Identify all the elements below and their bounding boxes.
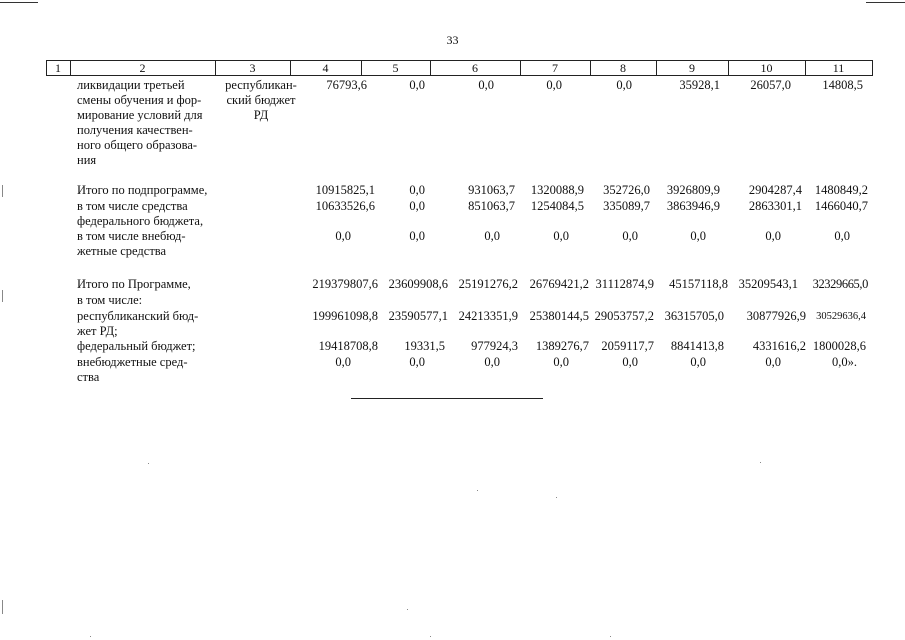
program-including-label: в том числе: xyxy=(77,293,143,307)
cell-value: 851063,7 xyxy=(468,199,515,213)
cell-value: 0,0 xyxy=(765,355,781,369)
cell-value: 19331,5 xyxy=(404,339,445,353)
cell-value: 26769421,2 xyxy=(529,277,589,291)
cell-value: 0,0 xyxy=(622,229,638,243)
header-col-11: 11 xyxy=(832,61,845,75)
cell-value: 0,0 xyxy=(409,355,425,369)
cell-value: 0,0 xyxy=(335,355,351,369)
row-liquidation-name: ликвидации третьей смены обучения и фор- мирование условий для получения качествен- ного общего образова- ния xyxy=(77,78,203,167)
cell-value: 30877926,9 xyxy=(746,309,806,323)
header-col-6: 6 xyxy=(472,61,478,75)
cell-value: 35928,1 xyxy=(679,78,720,92)
cell-value: 30529636,4 xyxy=(816,311,866,322)
cell-value: 1480849,2 xyxy=(814,183,868,197)
cell-value: 0,0 xyxy=(690,355,706,369)
cell-value: 0,0 xyxy=(546,78,562,92)
program-republican-label: республиканский бюд- жет РД; xyxy=(77,309,199,338)
cell-value: 0,0 xyxy=(335,229,351,243)
scan-speck xyxy=(148,463,149,464)
header-col-8: 8 xyxy=(620,61,626,75)
cell-value: 8841413,8 xyxy=(670,339,724,353)
cell-value: 25380144,5 xyxy=(529,309,589,323)
cell-value: 2059117,7 xyxy=(601,339,654,353)
scan-speck xyxy=(477,490,478,491)
program-total-label: Итого по Программе, xyxy=(77,277,191,291)
cell-value: 1320088,9 xyxy=(530,183,584,197)
cell-value: 10633526,6 xyxy=(315,199,375,213)
cell-value: 0,0 xyxy=(409,183,425,197)
cell-value: 14808,5 xyxy=(822,78,863,92)
header-col-3: 3 xyxy=(249,61,256,75)
scan-edge-line-right xyxy=(866,2,905,3)
cell-value: 25191276,2 xyxy=(458,277,518,291)
cell-value: 977924,3 xyxy=(471,339,518,353)
cell-value: 3863946,9 xyxy=(666,199,720,213)
cell-value: 2904287,4 xyxy=(748,183,802,197)
cell-value: 1800028,6 xyxy=(812,339,866,353)
cell-value: 0,0 xyxy=(553,229,569,243)
cell-value: 219379807,6 xyxy=(312,277,378,291)
cell-value: 931063,7 xyxy=(468,183,515,197)
subprogram-federal-label: в том числе средства федерального бюджета, xyxy=(77,199,204,228)
cell-value: 23590577,1 xyxy=(388,309,448,323)
cell-value: 0,0 xyxy=(834,229,850,243)
program-offbudget-label: внебюджетные сред- ства xyxy=(77,355,188,384)
subprogram-offbudget-label: в том числе внебюд- жетные средства xyxy=(77,229,186,258)
scan-speck xyxy=(2,600,3,614)
cell-value: 24213351,9 xyxy=(458,309,518,323)
header-col-7: 7 xyxy=(552,61,558,75)
cell-value: 352726,0 xyxy=(603,183,650,197)
cell-value: 0,0 xyxy=(409,199,425,213)
header-col-5: 5 xyxy=(392,61,399,75)
cell-value: 0,0 xyxy=(765,229,781,243)
cell-value: 2863301,1 xyxy=(748,199,802,213)
cell-value: 36315705,0 xyxy=(664,309,724,323)
scan-speck xyxy=(407,609,408,610)
header-col-2: 2 xyxy=(139,61,146,75)
cell-value: 199961098,8 xyxy=(312,309,378,323)
cell-value: 26057,0 xyxy=(750,78,791,92)
cell-value: 0,0 xyxy=(478,78,494,92)
subprogram-total-label: Итого по подпрограмме, xyxy=(77,183,208,197)
end-separator-line xyxy=(351,398,543,399)
scan-speck xyxy=(610,636,611,637)
scan-speck xyxy=(2,185,3,197)
scan-speck xyxy=(430,636,431,637)
cell-value: 0,0 xyxy=(616,78,632,92)
cell-value: 335089,7 xyxy=(603,199,650,213)
scan-speck xyxy=(556,497,557,498)
cell-value: 0,0». xyxy=(832,355,857,369)
cell-value: 0,0 xyxy=(484,229,500,243)
cell-value: 10915825,1 xyxy=(315,183,375,197)
cell-value: 1466040,7 xyxy=(814,199,868,213)
scan-edge-line-left xyxy=(0,2,38,3)
cell-value: 32329665,0 xyxy=(812,277,868,291)
scan-speck xyxy=(760,462,761,463)
cell-value: 0,0 xyxy=(484,355,500,369)
scan-speck xyxy=(2,290,3,302)
cell-value: 23609908,6 xyxy=(388,277,448,291)
cell-value: 0,0 xyxy=(553,355,569,369)
cell-value: 0,0 xyxy=(622,355,638,369)
header-col-1: 1 xyxy=(55,61,61,75)
cell-value: 76793,6 xyxy=(326,78,367,92)
cell-value: 45157118,8 xyxy=(669,277,728,291)
header-col-9: 9 xyxy=(689,61,695,75)
header-bottom-border xyxy=(46,75,873,76)
cell-value: 0,0 xyxy=(690,229,706,243)
cell-value: 0,0 xyxy=(409,78,425,92)
cell-value: 19418708,8 xyxy=(318,339,378,353)
cell-value: 29053757,2 xyxy=(594,309,654,323)
program-federal-label: федеральный бюджет; xyxy=(77,339,196,353)
cell-value: 1254084,5 xyxy=(530,199,584,213)
scan-speck xyxy=(90,636,91,637)
cell-value: 35209543,1 xyxy=(738,277,798,291)
cell-value: 3926809,9 xyxy=(666,183,720,197)
page-number: 33 xyxy=(446,33,459,47)
header-border-right xyxy=(872,60,873,76)
cell-value: 0,0 xyxy=(409,229,425,243)
cell-value: 31112874,9 xyxy=(595,277,654,291)
header-col-4: 4 xyxy=(322,61,329,75)
header-col-10: 10 xyxy=(760,61,773,75)
cell-value: 4331616,2 xyxy=(752,339,806,353)
row-liquidation-source: республикан- ский бюджет РД xyxy=(225,78,297,122)
cell-value: 1389276,7 xyxy=(535,339,589,353)
